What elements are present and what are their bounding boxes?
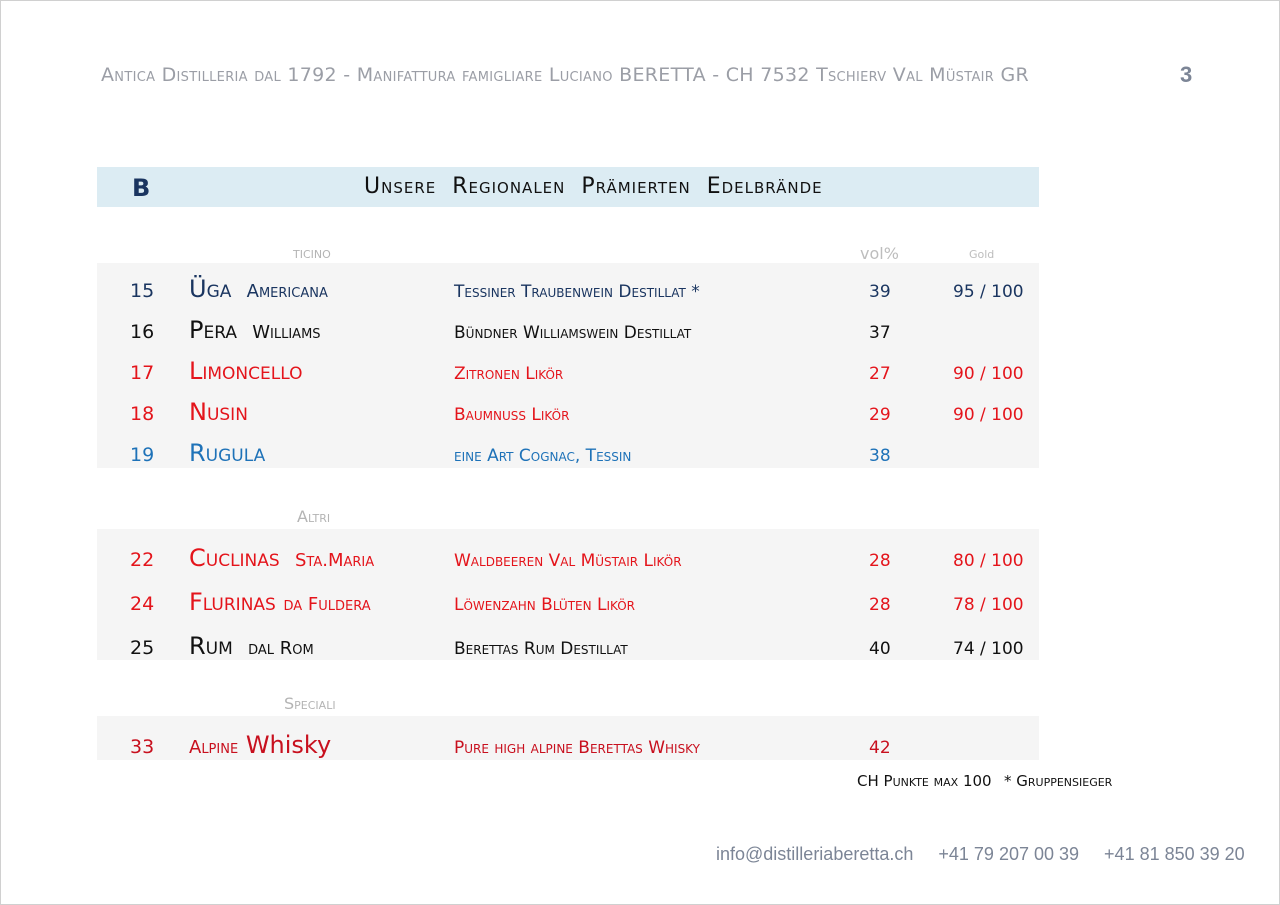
product-name-main: Flurinas bbox=[189, 588, 276, 616]
row-number: 24 bbox=[130, 593, 155, 615]
product-score: 95 / 100 bbox=[953, 282, 1024, 302]
table-row bbox=[97, 309, 1039, 349]
row-number: 16 bbox=[130, 321, 155, 343]
product-description: Löwenzahn Blüten Likör bbox=[454, 595, 636, 615]
product-name-sub: Williams bbox=[252, 322, 321, 343]
row-number: 33 bbox=[130, 736, 155, 758]
row-number: 25 bbox=[130, 637, 155, 659]
contact-email[interactable]: info@distilleriaberetta.ch bbox=[716, 844, 914, 864]
product-vol: 28 bbox=[869, 551, 891, 571]
contact-phone-mobile[interactable]: +41 79 207 00 39 bbox=[938, 844, 1080, 864]
product-name-main: Üga bbox=[189, 275, 232, 303]
product-name-main: Cuclinas bbox=[189, 544, 280, 572]
table-row bbox=[97, 581, 1039, 621]
product-vol: 42 bbox=[869, 738, 891, 758]
product-name bbox=[189, 544, 374, 572]
product-name-main: Limoncello bbox=[189, 357, 303, 385]
contact-phone-landline[interactable]: +41 81 850 39 20 bbox=[1104, 844, 1245, 864]
row-number: 19 bbox=[130, 444, 155, 466]
table-row bbox=[97, 537, 1039, 577]
product-name bbox=[189, 275, 328, 303]
product-name bbox=[189, 398, 248, 426]
product-vol: 38 bbox=[869, 446, 891, 466]
page-number: 3 bbox=[1180, 62, 1193, 87]
product-description: Zitronen Likör bbox=[454, 364, 564, 384]
product-vol: 37 bbox=[869, 323, 891, 343]
product-name bbox=[189, 439, 265, 467]
product-name bbox=[189, 632, 314, 660]
product-name bbox=[189, 316, 321, 344]
product-name-main: Rugula bbox=[189, 439, 266, 467]
product-vol: 39 bbox=[869, 282, 891, 302]
column-label-score: Gold bbox=[969, 248, 995, 261]
product-vol: 29 bbox=[869, 405, 891, 425]
product-score: 78 / 100 bbox=[953, 595, 1024, 615]
product-score: 80 / 100 bbox=[953, 551, 1024, 571]
product-name-prefix: Alpine bbox=[189, 737, 239, 758]
product-name bbox=[189, 357, 302, 385]
product-description: Bündner Williamswein Destillat bbox=[454, 323, 692, 343]
product-description: Tessiner Traubenwein Destillat * bbox=[454, 282, 700, 302]
product-name-main: Whisky bbox=[245, 731, 332, 759]
product-description: Waldbeeren Val Müstair Likör bbox=[454, 551, 682, 571]
table-row bbox=[97, 724, 1039, 764]
footnote-points: CH Punkte max 100 bbox=[857, 772, 992, 790]
page-header: Antica Distilleria dal 1792 - Manifattura famigliare Luciano BERETTA - CH 7532 Tschierv Val Müstair GR bbox=[101, 64, 1029, 86]
product-description: eine Art Cognac, Tessin bbox=[454, 446, 632, 466]
row-number: 15 bbox=[130, 280, 155, 302]
product-name bbox=[189, 731, 331, 759]
table-row bbox=[97, 432, 1039, 472]
group-label-ticino: ticino bbox=[293, 243, 331, 262]
section-letter: B bbox=[132, 174, 151, 202]
product-name-main: Rum bbox=[189, 632, 233, 660]
product-name-sub: Americana bbox=[246, 281, 328, 302]
product-name-sub: dal Rom bbox=[248, 638, 314, 659]
product-vol: 40 bbox=[869, 639, 891, 659]
row-number: 18 bbox=[130, 403, 155, 425]
product-description: Pure high alpine Berettas Whisky bbox=[454, 738, 700, 758]
product-name bbox=[189, 588, 371, 616]
footnote-group-winner: * Gruppensieger bbox=[1004, 772, 1113, 790]
row-number: 17 bbox=[130, 362, 155, 384]
table-row bbox=[97, 625, 1039, 665]
table-row bbox=[97, 350, 1039, 390]
product-name-main: Nusin bbox=[189, 398, 248, 426]
table-row bbox=[97, 268, 1039, 308]
product-score: 90 / 100 bbox=[953, 364, 1024, 384]
section-title: Unsere Regionalen Prämierten Edelbrände bbox=[364, 174, 823, 199]
group-label-speciali: Speciali bbox=[284, 694, 336, 713]
product-name-sub: Sta.Maria bbox=[294, 550, 375, 571]
contact-info bbox=[716, 844, 1245, 865]
row-number: 22 bbox=[130, 549, 155, 571]
product-description: Baumnuss Likör bbox=[454, 405, 570, 425]
product-score: 90 / 100 bbox=[953, 405, 1024, 425]
column-label-vol: vol% bbox=[860, 244, 899, 263]
product-name-sub: da Fuldera bbox=[283, 594, 371, 615]
product-vol: 27 bbox=[869, 364, 891, 384]
product-name-main: Pera bbox=[189, 316, 237, 344]
product-description: Berettas Rum Destillat bbox=[454, 639, 628, 659]
product-vol: 28 bbox=[869, 595, 891, 615]
group-label-altri: Altri bbox=[297, 507, 331, 526]
table-row bbox=[97, 391, 1039, 431]
product-score: 74 / 100 bbox=[953, 639, 1024, 659]
